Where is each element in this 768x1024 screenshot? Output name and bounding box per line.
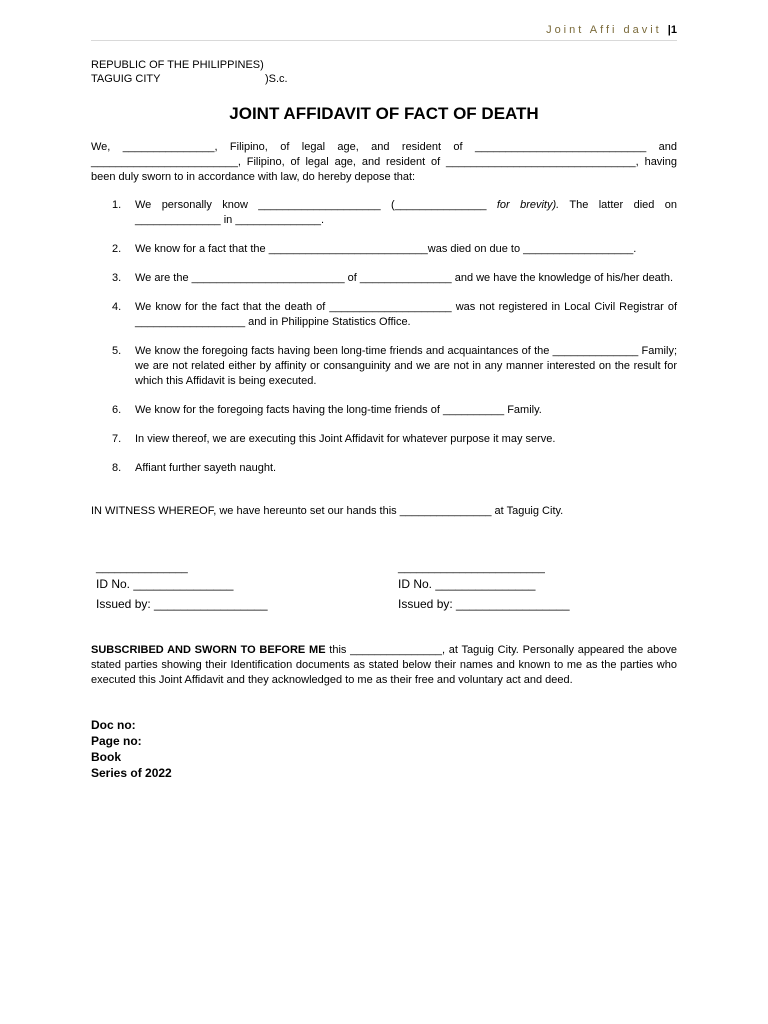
page-no: Page no: <box>91 734 142 748</box>
item-number: 3. <box>112 272 122 284</box>
jurat-paragraph <box>91 643 677 688</box>
issued-by-field: Issued by: _________________ <box>96 597 268 611</box>
item-text-italic: for brevity). <box>496 199 560 211</box>
list-item <box>91 242 677 257</box>
caption-republic: REPUBLIC OF THE PHILIPPINES) <box>91 59 264 71</box>
book-no: Book <box>91 750 121 764</box>
jurat-text: this _______________, at Taguig City. Personally appeared the above stated parties showing their Identification documents as stated below their names and known to me as the parties who executed this Joint Affidavit and they acknowledged to me as their free and voluntary act and deed. <box>91 644 678 686</box>
intro-paragraph: We, _______________, Filipino, of legal age, and resident of ____________________________ and ________________________, Filipino, of legal age, and resident of _______________________________, having been duly sworn to in accordance with law, do hereby depose that: <box>91 141 677 183</box>
item-text: We know for the fact that the death of ____________________ was not registered in Local Civil Registrar of __________________ and in Philippine Statistics Office. <box>135 301 677 328</box>
item-text: We know the foregoing facts having been long-time friends and acquaintances of the ______________ Family; we are not related either by affinity or consanguinity and we are not in any manner interested on the result for which this Affidavit is being executed. <box>135 345 677 387</box>
item-text: We personally know ____________________ (_______________ <box>135 199 497 211</box>
item-number: 1. <box>112 199 122 211</box>
doc-no: Doc no: <box>91 718 136 732</box>
page-number: 1 <box>670 24 677 36</box>
series: Series of 2022 <box>91 766 172 780</box>
list-item <box>91 198 677 228</box>
header-rule <box>91 40 677 41</box>
item-number: 8. <box>112 462 122 474</box>
list-item <box>91 300 677 330</box>
caption-city-name: TAGUIG CITY <box>91 73 161 85</box>
signature-block-right <box>398 562 570 614</box>
item-text-end: The latter died on ______________ in ______________. <box>135 199 678 226</box>
item-text: We are the _________________________ of _______________ and we have the knowledge of his/her death. <box>135 272 674 284</box>
caption-city <box>91 72 288 87</box>
signature-line: _______________ <box>96 562 188 574</box>
jurat-heading: SUBSCRIBED AND SWORN TO BEFORE ME <box>91 644 326 656</box>
item-text: We know for the foregoing facts having the long-time friends of __________ Family. <box>135 404 542 416</box>
item-number: 5. <box>112 345 122 357</box>
list-item <box>91 344 677 389</box>
id-number-field: ID No. _______________ <box>96 577 234 591</box>
signature-block-left <box>96 562 268 614</box>
header-separator: | <box>667 24 671 36</box>
item-text: We know for a fact that the __________________________was died on due to __________________. <box>135 243 637 255</box>
id-number-field: ID No. _______________ <box>398 577 536 591</box>
list-item <box>91 461 677 476</box>
item-text: Affiant further sayeth naught. <box>135 462 277 474</box>
signature-line: ________________________ <box>398 562 545 574</box>
running-header <box>546 24 677 36</box>
item-number: 2. <box>112 243 122 255</box>
document-title: JOINT AFFIDAVIT OF FACT OF DEATH <box>229 104 539 123</box>
statement-list <box>91 198 677 490</box>
caption-sc: )S.c. <box>265 73 288 85</box>
item-number: 6. <box>112 404 122 416</box>
item-number: 4. <box>112 301 122 313</box>
witness-clause: IN WITNESS WHEREOF, we have hereunto set our hands this _______________ at Taguig City. <box>91 505 564 517</box>
list-item <box>91 432 677 447</box>
list-item <box>91 403 677 418</box>
notarial-register <box>91 717 172 781</box>
issued-by-field: Issued by: _________________ <box>398 597 570 611</box>
item-number: 7. <box>112 433 122 445</box>
item-text: In view thereof, we are executing this Joint Affidavit for whatever purpose it may serve. <box>135 433 556 445</box>
list-item <box>91 271 677 286</box>
running-title: Joint Affi davit <box>546 24 662 36</box>
